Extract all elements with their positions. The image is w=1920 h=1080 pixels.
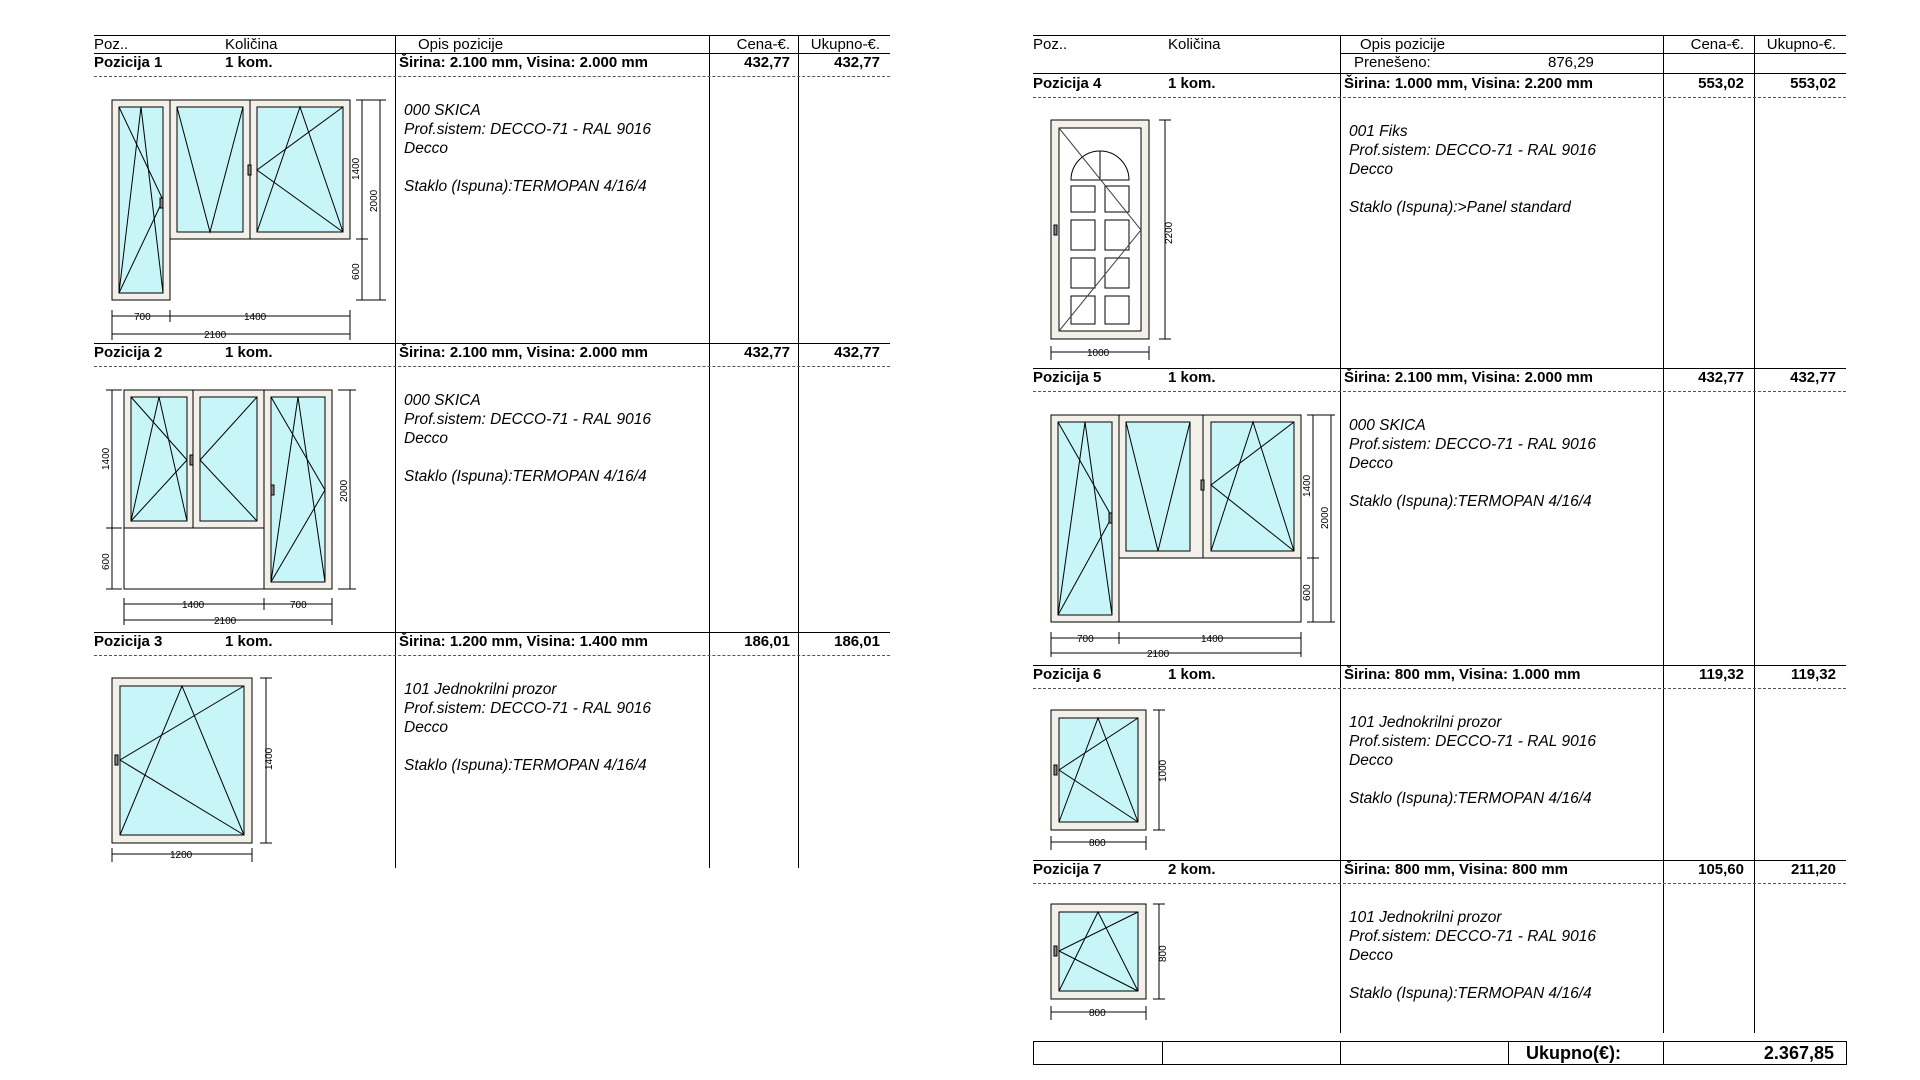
carried-label: Prenešeno: [1354,54,1431,71]
position-total: 553,02 [1790,75,1836,92]
dim-label: 600 [1302,584,1313,601]
position-name: Pozicija 6 [1033,666,1102,683]
dim-label: 800 [1158,945,1169,962]
total-sep [1508,1041,1509,1064]
col-header-cena: Cena-€. [1690,36,1744,53]
position-name: Pozicija 2 [94,344,163,361]
window-drawing-pos2 [94,380,384,640]
dim-label: 1000 [1158,759,1169,782]
dim-label: 600 [101,553,112,570]
dim-label: 2000 [1320,506,1331,529]
position-total: 432,77 [1790,369,1836,386]
col-header-cena: Cena-€. [736,36,790,53]
carried-value: 876,29 [1548,54,1594,71]
position-description: 101 Jednokrilni prozor Prof.sistem: DECCO-71 - RAL 9016 Decco Staklo (Ispuna):TERMOPAN 4/16/4 [1349,909,1596,1002]
dim-label: 600 [351,263,362,280]
window-drawing-pos5 [1033,405,1331,665]
dim-label: 800 [1089,838,1106,849]
right-page [960,0,1920,1080]
col-header-ukupno: Ukupno-€. [810,36,880,53]
position-qty: 1 kom. [1168,75,1216,92]
position-qty: 1 kom. [225,633,273,650]
col-header-opis: Opis pozicije [418,36,504,53]
position-qty: 1 kom. [225,344,273,361]
dim-label: 2100 [214,616,237,627]
grand-total-value: 2.367,85 [1763,1043,1834,1063]
position-size: Širina: 2.100 mm, Visina: 2.000 mm [399,344,649,361]
row-separator [94,76,890,77]
row-separator [1033,391,1846,392]
position-qty: 2 kom. [1168,861,1216,878]
window-drawing-pos3 [94,670,294,870]
position-total: 432,77 [834,344,880,361]
row-separator [1033,883,1846,884]
position-total: 432,77 [834,54,880,71]
col-sep-opis [395,35,396,868]
position-price: 105,60 [1698,861,1744,878]
position-name: Pozicija 5 [1033,369,1102,386]
position-qty: 1 kom. [1168,369,1216,386]
row-separator [1033,97,1846,98]
position-size: Širina: 800 mm, Visina: 1.000 mm [1344,666,1581,683]
dim-label: 700 [290,600,307,611]
position-price: 432,77 [744,344,790,361]
position-size: Širina: 1.200 mm, Visina: 1.400 mm [399,633,649,650]
position-name: Pozicija 3 [94,633,163,650]
position-size: Širina: 1.000 mm, Visina: 2.200 mm [1344,75,1594,92]
dim-label: 700 [134,312,151,323]
col-sep-ukupno [798,35,799,868]
col-header-ukupno: Ukupno-€. [1766,36,1836,53]
position-total: 119,32 [1790,666,1836,683]
total-sep [1162,1041,1163,1064]
position-price: 553,02 [1698,75,1744,92]
door-drawing-pos4 [1033,110,1193,370]
dim-label: 1400 [1302,474,1313,497]
position-qty: 1 kom. [225,54,273,71]
grand-total-label: Ukupno(€): [1526,1043,1621,1063]
position-name: Pozicija 7 [1033,861,1102,878]
row-separator [94,655,890,656]
row-separator [94,366,890,367]
col-header-poz: Poz.. [1033,36,1068,53]
position-description: 101 Jednokrilni prozor Prof.sistem: DECCO-71 - RAL 9016 Decco Staklo (Ispuna):TERMOPAN 4/16/4 [1349,714,1596,807]
position-price: 186,01 [744,633,790,650]
total-sep [1340,1041,1341,1064]
window-drawing-pos6 [1033,702,1193,862]
position-name: Pozicija 1 [94,54,163,71]
position-description: 000 SKICA Prof.sistem: DECCO-71 - RAL 9016 Decco Staklo (Ispuna):TERMOPAN 4/16/4 [404,102,651,195]
position-qty: 1 kom. [1168,666,1216,683]
window-drawing-pos7 [1033,896,1193,1036]
position-description: 001 Fiks Prof.sistem: DECCO-71 - RAL 9016 Decco Staklo (Ispuna):>Panel standard [1349,123,1596,216]
position-total: 186,01 [834,633,880,650]
position-description: 000 SKICA Prof.sistem: DECCO-71 - RAL 9016 Decco Staklo (Ispuna):TERMOPAN 4/16/4 [1349,417,1596,510]
col-header-poz: Poz.. [94,36,129,53]
dim-label: 700 [1077,634,1094,645]
row-separator [1033,688,1846,689]
position-price: 432,77 [744,54,790,71]
dim-label: 2000 [369,189,380,212]
dim-label: 1000 [1087,348,1110,359]
position-size: Širina: 800 mm, Visina: 800 mm [1344,861,1568,878]
dim-label: 800 [1089,1008,1106,1019]
position-size: Širina: 2.100 mm, Visina: 2.000 mm [399,54,649,71]
dim-label: 1400 [244,312,267,323]
dim-label: 1200 [170,850,193,861]
dim-label: 1400 [351,157,362,180]
dim-label: 2100 [1147,649,1170,660]
header-bottom-rule [1033,73,1846,74]
position-name: Pozicija 4 [1033,75,1102,92]
position-price: 432,77 [1698,369,1744,386]
window-drawing-pos1 [94,90,384,350]
dim-label: 1400 [264,747,275,770]
dim-label: 1400 [101,447,112,470]
total-sep [1663,1041,1664,1064]
position-description: 101 Jednokrilni prozor Prof.sistem: DECCO-71 - RAL 9016 Decco Staklo (Ispuna):TERMOPAN 4/16/4 [404,681,651,774]
dim-label: 1400 [1201,634,1224,645]
col-header-kolicina: Količina [225,36,278,53]
position-price: 119,32 [1698,666,1744,683]
dim-label: 1400 [182,600,205,611]
col-sep-cena [709,35,710,868]
position-total: 211,20 [1790,861,1836,878]
dim-label: 2000 [339,479,350,502]
dim-label: 2100 [204,330,227,341]
position-description: 000 SKICA Prof.sistem: DECCO-71 - RAL 9016 Decco Staklo (Ispuna):TERMOPAN 4/16/4 [404,392,651,485]
position-size: Širina: 2.100 mm, Visina: 2.000 mm [1344,369,1594,386]
dim-label: 2200 [1164,221,1175,244]
col-header-kolicina: Količina [1168,36,1221,53]
col-header-opis: Opis pozicije [1360,36,1446,53]
